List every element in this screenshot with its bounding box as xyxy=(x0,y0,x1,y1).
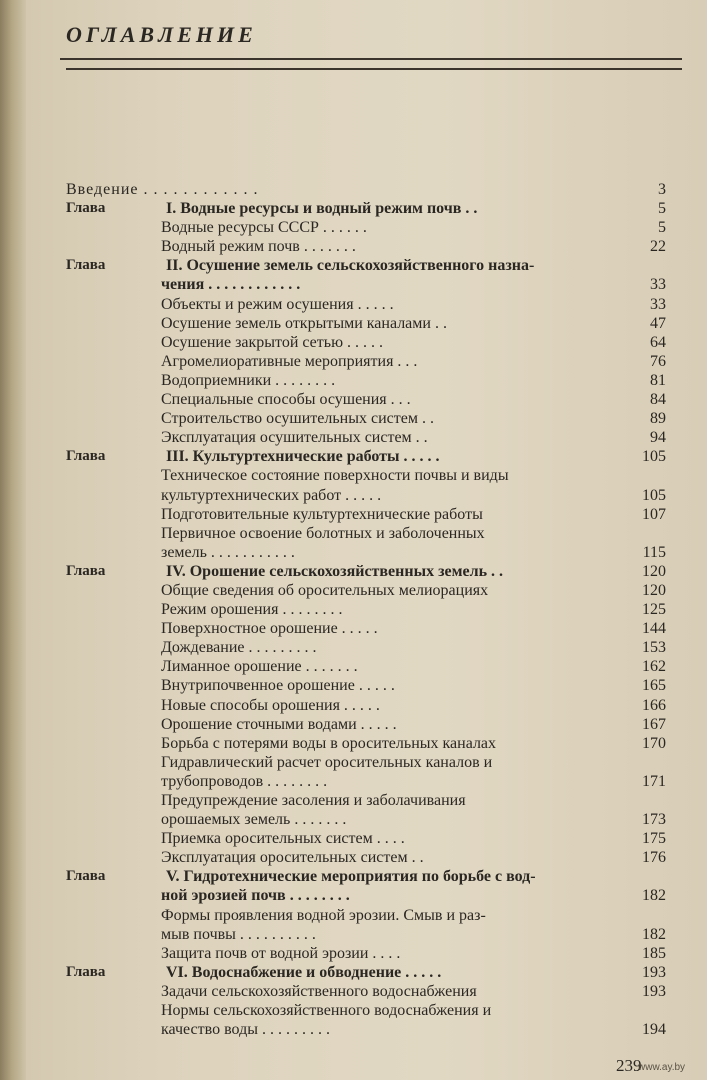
section-title: качество воды . . . . . . . . . xyxy=(161,1021,330,1039)
section-title: Эксплуатация оросительных систем . . xyxy=(161,849,424,867)
page-ref: 165 xyxy=(642,677,666,695)
section-title: земель . . . . . . . . . . . xyxy=(161,543,295,561)
page-ref: 193 xyxy=(642,982,666,1000)
chapter-label: Глава xyxy=(66,963,106,980)
section-title: Введение . . . . . . . . . . . . xyxy=(66,181,259,198)
section-title: Гидравлический расчет оросительных каналов и xyxy=(161,753,493,771)
chapter-title: VI. Водоснабжение и обводнение . . . . . xyxy=(166,963,442,981)
chapter-title: I. Водные ресурсы и водный режим почв . . xyxy=(166,200,478,218)
toc-entry xyxy=(66,275,666,294)
toc-entry xyxy=(66,218,666,237)
toc-entry xyxy=(66,619,666,638)
toc-entry xyxy=(66,676,666,695)
page-ref: 185 xyxy=(642,944,666,962)
chapter-label: Глава xyxy=(66,562,106,579)
section-title: Водный режим почв . . . . . . . xyxy=(161,238,356,256)
section-title: Лиманное орошение . . . . . . . xyxy=(161,658,358,676)
toc-entry xyxy=(66,600,666,619)
page-ref: 166 xyxy=(642,696,666,714)
section-title: Формы проявления водной эрозии. Смыв и раз- xyxy=(161,906,486,924)
page-ref: 173 xyxy=(642,811,666,829)
header-rule-top xyxy=(60,58,682,60)
chapter-label: Глава xyxy=(66,200,106,217)
toc-entry xyxy=(66,715,666,734)
page-ref: 107 xyxy=(642,505,666,523)
toc-entry xyxy=(66,180,666,199)
toc-entry xyxy=(66,791,666,810)
section-title: Техническое состояние поверхности почвы и виды xyxy=(161,467,509,485)
toc-entry xyxy=(66,982,666,1001)
toc-entry xyxy=(66,638,666,657)
toc-entry xyxy=(66,447,666,466)
page-ref: 64 xyxy=(650,333,666,351)
page-ref: 170 xyxy=(642,734,666,752)
toc-entry xyxy=(66,657,666,676)
section-title: Дождевание . . . . . . . . . xyxy=(161,639,317,657)
page-ref: 22 xyxy=(650,238,666,256)
section-title: Агромелиоративные мероприятия . . . xyxy=(161,352,418,370)
section-title: Защита почв от водной эрозии . . . . xyxy=(161,944,401,962)
page-ref: 153 xyxy=(642,639,666,657)
watermark: www.ay.by xyxy=(638,1062,686,1073)
toc-entry xyxy=(66,1001,666,1020)
page-ref: 33 xyxy=(650,276,666,294)
section-title: Водные ресурсы СССР . . . . . . xyxy=(161,219,367,237)
toc-entry xyxy=(66,925,666,944)
page-ref: 162 xyxy=(642,658,666,676)
page-ref: 125 xyxy=(642,601,666,619)
section-title: трубопроводов . . . . . . . . xyxy=(161,772,328,790)
section-title: Подготовительные культуртехнические работы xyxy=(161,505,483,523)
toc-entry xyxy=(66,1020,666,1039)
page-ref: 89 xyxy=(650,410,666,428)
page-ref: 33 xyxy=(650,295,666,313)
section-title: Предупреждение засоления и заболачивания xyxy=(161,792,466,809)
toc-entry xyxy=(66,466,666,485)
section-title: Объекты и режим осушения . . . . . xyxy=(161,295,394,313)
toc-entry xyxy=(66,543,666,562)
chapter-title: чения . . . . . . . . . . . . xyxy=(161,276,301,294)
toc-entry xyxy=(66,562,666,581)
section-title: Специальные способы осушения . . . xyxy=(161,391,411,409)
page-ref: 5 xyxy=(658,219,666,237)
toc-entry xyxy=(66,390,666,409)
toc-entry xyxy=(66,199,666,218)
page-ref: 115 xyxy=(642,543,666,561)
page-ref: 94 xyxy=(650,429,666,447)
toc-entry xyxy=(66,734,666,753)
page-ref: 76 xyxy=(650,352,666,370)
book-binding xyxy=(0,0,26,1080)
section-title: орошаемых земель . . . . . . . xyxy=(161,811,347,829)
page-ref: 182 xyxy=(642,887,666,905)
toc-entry xyxy=(66,886,666,905)
section-title: Задачи сельскохозяйственного водоснабжения xyxy=(161,982,477,1000)
page-ref: 175 xyxy=(642,830,666,848)
section-title: Приемка оросительных систем . . . . xyxy=(161,830,405,848)
section-title: Борьба с потерями воды в оросительных каналах xyxy=(161,734,497,752)
page-ref: 120 xyxy=(642,562,666,580)
toc-entry xyxy=(66,256,666,275)
page-ref: 167 xyxy=(642,715,666,733)
toc-entry xyxy=(66,906,666,925)
section-title: Поверхностное орошение . . . . . xyxy=(161,620,378,638)
toc-entry xyxy=(66,409,666,428)
chapter-label: Глава xyxy=(66,448,106,465)
section-title: Режим орошения . . . . . . . . xyxy=(161,601,343,619)
page-ref: 5 xyxy=(658,200,666,218)
toc-entry xyxy=(66,371,666,390)
table-of-contents xyxy=(66,180,666,1039)
section-title: Строительство осушительных систем . . xyxy=(161,410,434,428)
toc-entry xyxy=(66,848,666,867)
toc-entry xyxy=(66,963,666,982)
toc-entry xyxy=(66,352,666,371)
toc-entry xyxy=(66,524,666,543)
page-ref: 84 xyxy=(650,391,666,409)
page-title: ОГЛАВЛЕНИЕ xyxy=(66,22,257,47)
page-ref: 105 xyxy=(642,486,666,504)
section-title: Эксплуатация осушительных систем . . xyxy=(161,429,428,447)
page-ref: 193 xyxy=(642,963,666,981)
section-title: Орошение сточными водами . . . . . xyxy=(161,715,397,733)
chapter-title: II. Осушение земель сельскохозяйственного назна- xyxy=(166,257,535,275)
section-title: Водоприемники . . . . . . . . xyxy=(161,371,336,389)
toc-entry xyxy=(66,505,666,524)
toc-entry xyxy=(66,314,666,333)
section-title: Первичное освоение болотных и заболоченных xyxy=(161,524,485,542)
chapter-label: Глава xyxy=(66,257,106,274)
toc-entry xyxy=(66,772,666,791)
toc-entry xyxy=(66,829,666,848)
toc-entry xyxy=(66,944,666,963)
page-ref: 171 xyxy=(642,772,666,790)
page-ref: 194 xyxy=(642,1021,666,1039)
chapter-label: Глава xyxy=(66,868,106,885)
toc-entry xyxy=(66,867,666,886)
section-title: Осушение земель открытыми каналами . . xyxy=(161,314,447,332)
page-number: 239 xyxy=(616,1056,642,1075)
page-ref: 105 xyxy=(642,448,666,466)
page-ref: 81 xyxy=(650,371,666,389)
section-title: культуртехнических работ . . . . . xyxy=(161,486,382,504)
page-ref: 144 xyxy=(642,620,666,638)
page-ref: 120 xyxy=(642,581,666,599)
section-title: Внутрипочвенное орошение . . . . . xyxy=(161,677,395,695)
section-title: Новые способы орошения . . . . . xyxy=(161,696,380,714)
toc-entry xyxy=(66,581,666,600)
page-ref: 47 xyxy=(650,314,666,332)
toc-entry xyxy=(66,753,666,772)
page-ref: 182 xyxy=(642,925,666,943)
page-ref: 3 xyxy=(658,181,666,198)
toc-entry xyxy=(66,295,666,314)
section-title: Осушение закрытой сетью . . . . . xyxy=(161,333,384,351)
toc-entry xyxy=(66,428,666,447)
toc-entry xyxy=(66,810,666,829)
toc-entry xyxy=(66,237,666,256)
chapter-title: IV. Орошение сельскохозяйственных земель . . xyxy=(166,562,504,580)
section-title: мыв почвы . . . . . . . . . . xyxy=(161,925,316,943)
chapter-title: V. Гидротехнические мероприятия по борьбе с вод- xyxy=(166,868,536,886)
page-ref: 176 xyxy=(642,849,666,867)
section-title: Общие сведения об оросительных мелиорациях xyxy=(161,581,489,599)
chapter-title: ной эрозией почв . . . . . . . . xyxy=(161,887,350,905)
toc-entry xyxy=(66,696,666,715)
toc-entry xyxy=(66,486,666,505)
book-page xyxy=(26,0,707,1080)
chapter-title: III. Культуртехнические работы . . . . . xyxy=(166,448,440,466)
toc-entry xyxy=(66,333,666,352)
header-rule-bottom xyxy=(66,68,682,70)
section-title: Нормы сельскохозяйственного водоснабжения и xyxy=(161,1002,492,1020)
